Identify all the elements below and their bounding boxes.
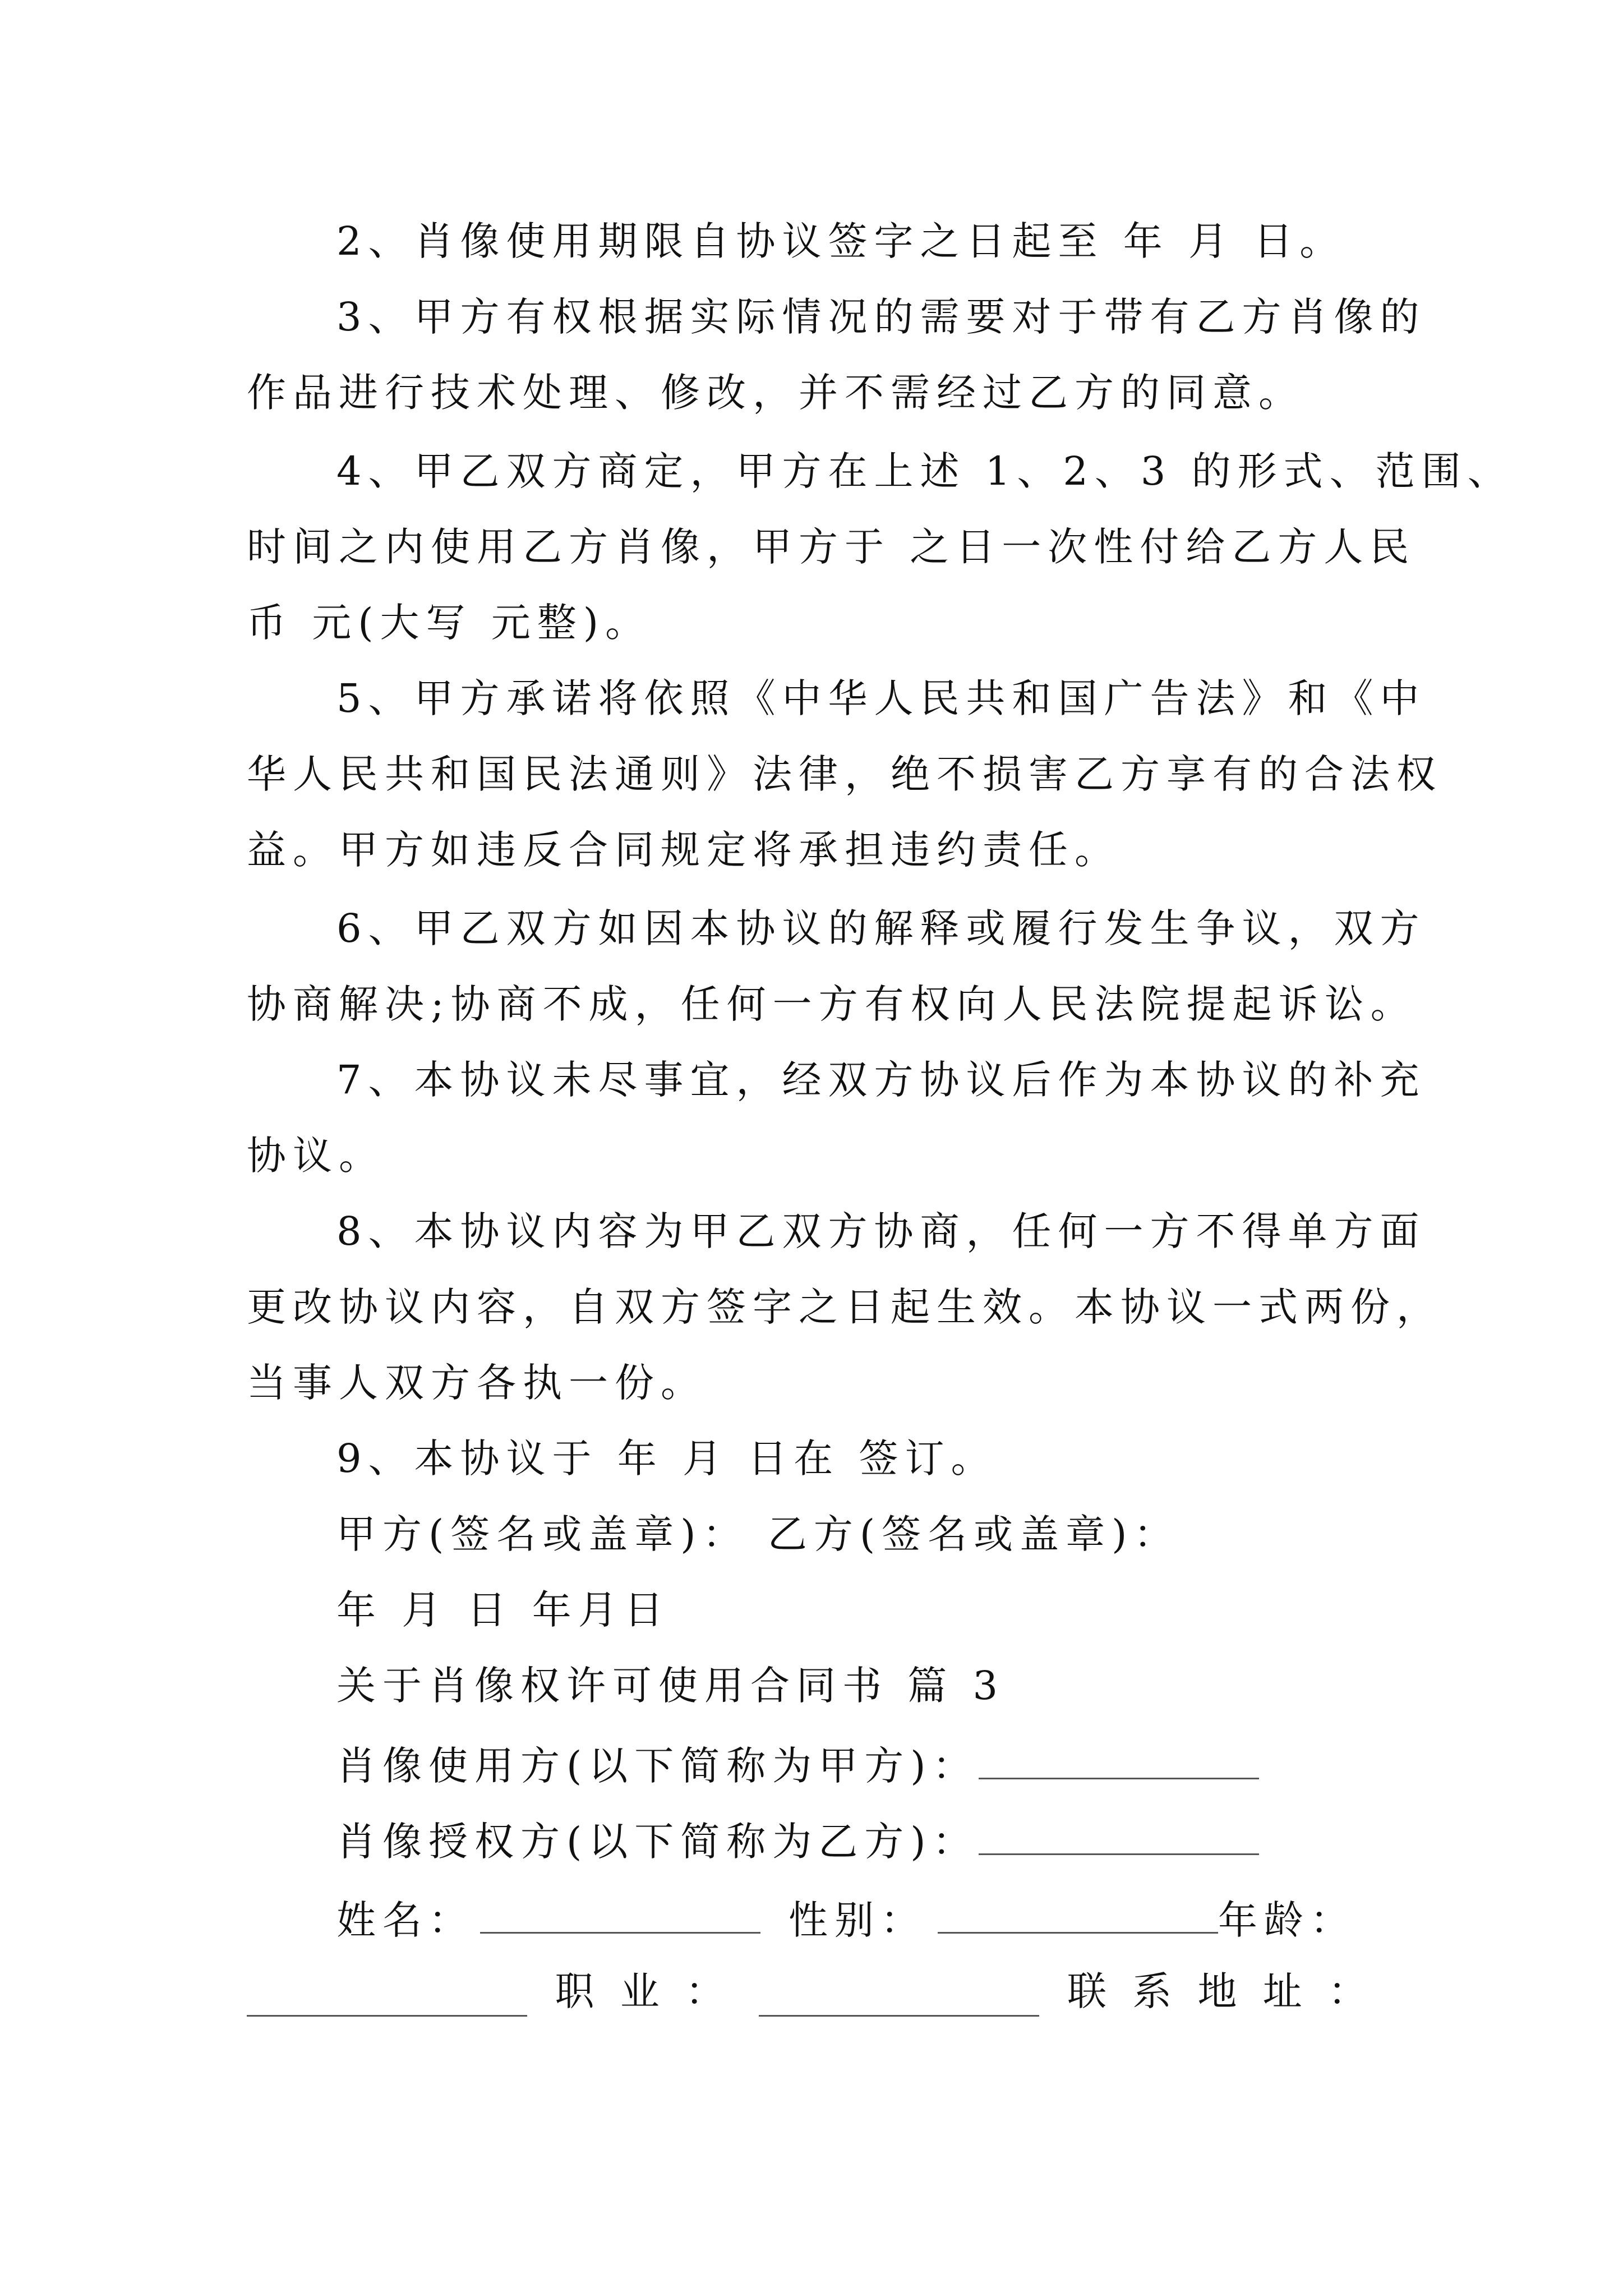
name-blank [480,1890,760,1934]
clause-8-line-3: 当事人双方各执一份。 [247,1360,707,1406]
clause-3-line-1: 3、甲方有权根据实际情况的需要对于带有乙方肖像的 [336,294,1426,340]
clause-2-line: 2、肖像使用期限自协议签字之日起至 年 月 日。 [336,218,1346,264]
section-title: 关于肖像权许可使用合同书 篇 3 [336,1663,1005,1709]
job-blank [759,1973,1039,2017]
user-party-label: 肖像使用方(以下简称为甲方)： [336,1743,979,1789]
gender-blank [938,1890,1218,1934]
clause-5-line-3: 益。甲方如违反合同规定将承担违约责任。 [247,827,1121,873]
clause-9-line: 9、本协议于 年 月 日在 签订。 [336,1435,997,1481]
grantor-party-label: 肖像授权方(以下简称为乙方)： [336,1819,979,1865]
address-label: 联 系 地 址 ： [1067,1968,1374,2014]
user-party-blank [979,1736,1259,1779]
age-label: 年龄： [1218,1897,1356,1943]
clause-4-line-1: 4、甲乙双方商定，甲方在上述 1、2、3 的形式、范围、 [336,448,1514,494]
job-label: 职 业 ： [555,1968,731,2014]
clause-7-line-2: 协议。 [247,1133,385,1179]
clause-8-line-1: 8、本协议内容为甲乙双方协商，任何一方不得单方面 [336,1208,1426,1254]
gender-label: 性别： [789,1897,926,1943]
grantor-party-blank [979,1812,1259,1855]
clause-4-line-3: 币 元(大写 元整)。 [247,600,652,646]
clause-5-line-2: 华人民共和国民法通则》法律，绝不损害乙方享有的合法权 [247,751,1442,797]
clause-6-line-1: 6、甲乙双方如因本协议的解释或履行发生争议，双方 [336,905,1426,951]
clause-7-line-1: 7、本协议未尽事宜，经双方协议后作为本协议的补充 [336,1057,1426,1103]
clause-6-line-2: 协商解决;协商不成，任何一方有权向人民法院提起诉讼。 [247,981,1417,1027]
age-job-address-line [247,1966,1374,2017]
age-blank [247,1973,527,2017]
name-gender-age-line [336,1890,1475,1945]
clause-8-line-2: 更改协议内容，自双方签字之日起生效。本协议一式两份， [247,1284,1442,1330]
clause-3-line-2: 作品进行技术处理、修改，并不需经过乙方的同意。 [247,370,1304,416]
name-label: 姓名： [336,1897,474,1943]
clause-4-line-2: 时间之内使用乙方肖像，甲方于 之日一次性付给乙方人民 [247,524,1416,570]
signature-line: 甲方(签名或盖章)： 乙方(签名或盖章)： [336,1511,1180,1557]
clause-5-line-1: 5、甲方承诺将依照《中华人民共和国广告法》和《中 [336,675,1426,721]
grantor-party-line [336,1812,1475,1867]
date-line: 年 月 日 年月日 [336,1587,670,1633]
user-party-line [336,1736,1475,1791]
